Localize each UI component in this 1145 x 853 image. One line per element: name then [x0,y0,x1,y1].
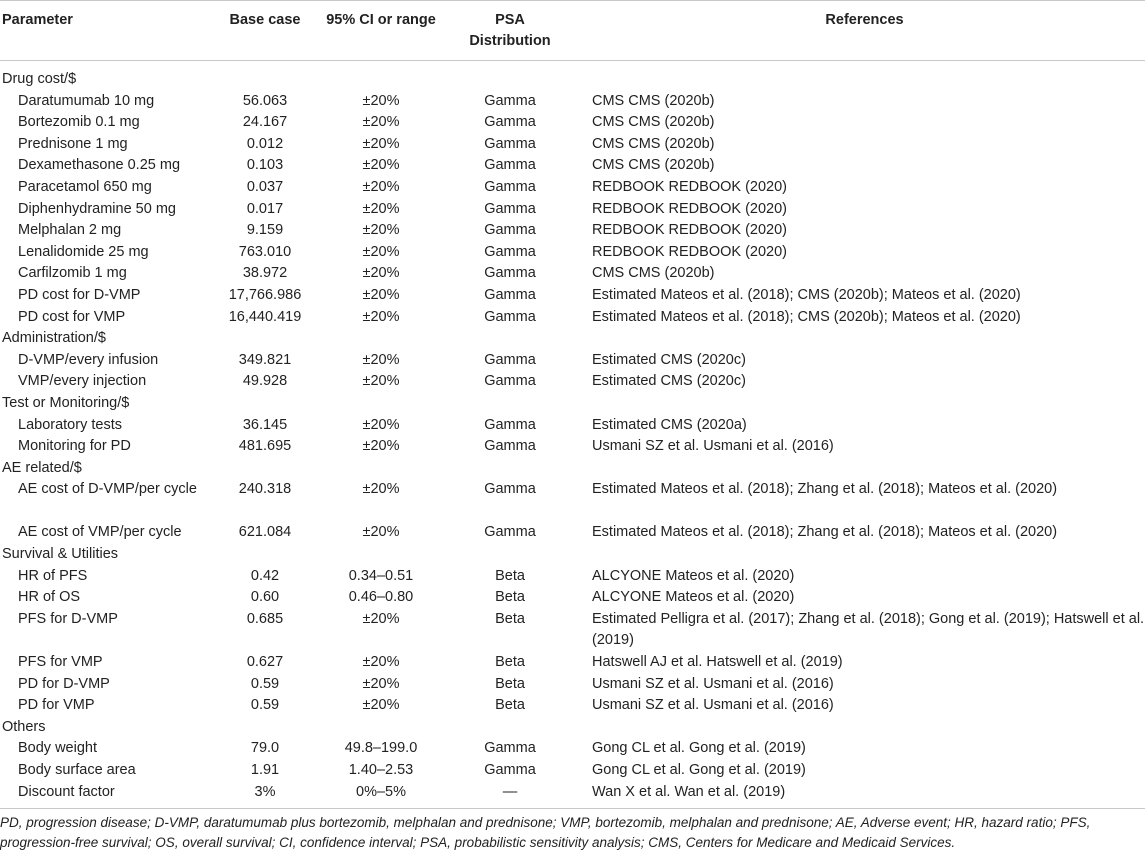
header-ci: 95% CI or range [326,12,436,28]
cell-parameter: Prednisone 1 mg [18,135,128,152]
cell-reference: ALCYONE Mateos et al. (2020) [592,567,795,584]
cell-ci: ±20% [362,416,400,433]
cell-parameter: HR of PFS [18,567,88,584]
cell-parameter: VMP/every injection [18,373,147,390]
cell-reference: CMS CMS (2020b) [592,157,715,174]
cell-base-case: 38.972 [242,265,288,282]
table-row [0,674,1145,696]
cell-base-case: 17,766.986 [228,286,302,303]
cell-ci: ±20% [362,308,400,325]
cell-psa: Gamma [484,265,536,282]
cell-reference: CMS CMS (2020b) [592,114,715,131]
cell-reference: Estimated Mateos et al. (2018); Zhang et al. (2018); Mateos et al. (2020) [592,524,1058,541]
table-row [0,177,1145,199]
cell-parameter: Discount factor [18,783,115,800]
section-label: Administration/$ [2,330,106,347]
cell-base-case: 56.063 [242,92,288,109]
table-row [0,522,1145,544]
cell-psa: Gamma [484,416,536,433]
cell-parameter: Lenalidomide 25 mg [18,243,149,260]
cell-base-case: 49.928 [242,373,288,390]
table-row [0,285,1145,307]
table-row [0,609,1145,652]
cell-psa: Gamma [484,740,536,757]
cell-psa: Gamma [484,762,536,778]
cell-parameter: PFS for D-VMP [18,610,118,627]
cell-ci: ±20% [362,654,400,671]
cell-psa: Gamma [484,243,536,260]
cell-parameter: PD cost for D-VMP [18,286,141,303]
table-row [0,220,1145,242]
cell-base-case: 16,440.419 [228,308,302,325]
cell-base-case: 0.59 [250,697,280,714]
section-row [0,544,1145,566]
table-row [0,242,1145,264]
cell-ci: ±20% [362,610,400,627]
cell-base-case: 621.084 [238,524,292,541]
cell-reference: Estimated CMS (2020c) [592,351,746,368]
cell-reference: Estimated CMS (2020a) [592,416,747,433]
cell-base-case: 1.91 [250,762,280,778]
table-header [0,0,1145,61]
cell-ci: ±20% [362,114,400,131]
cell-base-case: 0.037 [246,178,284,195]
table-row [0,350,1145,372]
cell-ci: 0%–5% [356,783,406,800]
cell-parameter: PD for D-VMP [18,675,110,692]
section-row [0,69,1145,91]
cell-reference: CMS CMS (2020b) [592,265,715,282]
cell-base-case: 349.821 [238,351,292,368]
cell-parameter: Monitoring for PD [18,438,131,455]
cell-reference: REDBOOK REDBOOK (2020) [592,222,787,239]
table-row [0,760,1145,782]
cell-reference: Gong CL et al. Gong et al. (2019) [592,740,806,757]
cell-psa: — [502,783,518,800]
cell-reference: CMS CMS (2020b) [592,135,715,152]
table-footnote: PD, progression disease; D-VMP, daratumumab plus bortezomib, melphalan and prednisone; VMP, bortezomib, melphalan and prednisone; AE, Adverse event; HR, hazard ratio; PFS, progression-free survival; OS, overall survival; CI, confidence interval; PSA, probabilistic sensitivity analysis; CMS, Centers for Medicare and Medicaid Services. [0,808,1145,853]
cell-psa: Beta [495,567,525,584]
header-parameter: Parameter [2,12,73,28]
header-psa-line1: PSA [495,12,525,28]
cell-ci: 49.8–199.0 [344,740,418,757]
cell-base-case: 24.167 [242,114,288,131]
cell-ci: ±20% [362,265,400,282]
cell-psa: Gamma [484,373,536,390]
table-row [0,479,1145,522]
cell-ci: ±20% [362,675,400,692]
cell-reference: REDBOOK REDBOOK (2020) [592,243,787,260]
cell-psa: Gamma [484,351,536,368]
cell-ci: ±20% [362,373,400,390]
cell-base-case: 0.685 [246,610,284,627]
table-row [0,738,1145,760]
cell-reference: Wan X et al. Wan et al. (2019) [592,783,786,800]
cell-base-case: 79.0 [250,740,280,757]
cell-reference: REDBOOK REDBOOK (2020) [592,200,787,217]
cell-ci: ±20% [362,92,400,109]
header-psa [455,10,565,52]
cell-base-case: 9.159 [246,222,284,239]
cell-base-case: 0.627 [246,654,284,671]
cell-reference: Gong CL et al. Gong et al. (2019) [592,762,806,778]
section-row [0,458,1145,480]
cell-parameter: Dexamethasone 0.25 mg [18,157,181,174]
cell-parameter: Melphalan 2 mg [18,222,122,239]
cell-parameter: PD cost for VMP [18,308,126,325]
table-row [0,415,1145,437]
cell-parameter: PFS for VMP [18,654,103,671]
section-row [0,393,1145,415]
cell-base-case: 36.145 [242,416,288,433]
cell-ci: ±20% [362,481,400,498]
cell-psa: Gamma [484,308,536,325]
section-label: Survival & Utilities [2,546,119,563]
cell-psa: Gamma [484,200,536,217]
cell-parameter: D-VMP/every infusion [18,351,159,368]
table-row [0,91,1145,113]
cell-psa: Gamma [484,92,536,109]
cell-reference: CMS CMS (2020b) [592,92,715,109]
table-row [0,155,1145,177]
cell-parameter: Daratumumab 10 mg [18,92,155,109]
cell-parameter: Carfilzomib 1 mg [18,265,127,282]
cell-psa: Gamma [484,438,536,455]
cell-parameter: Body weight [18,740,97,757]
cell-psa: Gamma [484,481,536,498]
cell-psa: Beta [495,589,525,606]
cell-reference: Hatswell AJ et al. Hatswell et al. (2019) [592,654,843,671]
cell-psa: Beta [495,675,525,692]
cell-psa: Gamma [484,157,536,174]
cell-base-case: 0.59 [250,675,280,692]
cell-parameter: Body surface area [18,762,136,778]
cell-ci: ±20% [362,438,400,455]
table-row [0,307,1145,329]
cell-base-case: 0.017 [246,200,284,217]
cell-ci: ±20% [362,200,400,217]
cell-ci: 0.46–0.80 [348,589,414,606]
cell-ci: ±20% [362,243,400,260]
cell-reference: Estimated Mateos et al. (2018); CMS (2020b); Mateos et al. (2020) [592,308,1021,325]
section-label: Drug cost/$ [2,71,77,87]
cell-ci: ±20% [362,351,400,368]
header-base-case: Base case [229,12,301,28]
cell-base-case: 0.012 [246,135,284,152]
cell-ci: ±20% [362,157,400,174]
cell-base-case: 763.010 [238,243,292,260]
table-row [0,371,1145,393]
cell-parameter: PD for VMP [18,697,95,714]
cell-psa: Gamma [484,178,536,195]
cell-ci: ±20% [362,524,400,541]
section-label: Test or Monitoring/$ [2,394,130,411]
cell-reference: Usmani SZ et al. Usmani et al. (2016) [592,438,834,455]
table-row [0,134,1145,156]
cell-base-case: 0.60 [250,589,280,606]
table-row [0,782,1145,804]
table-row [0,436,1145,458]
cell-psa: Gamma [484,286,536,303]
cell-psa: Gamma [484,114,536,131]
cell-psa: Beta [495,610,525,627]
cell-reference: REDBOOK REDBOOK (2020) [592,178,787,195]
header-psa-line2: Distribution [469,33,551,49]
cell-parameter: AE cost of VMP/per cycle [18,524,182,541]
table-row [0,695,1145,717]
cell-ci: ±20% [362,178,400,195]
cell-reference: Estimated CMS (2020c) [592,373,746,390]
cell-ci: ±20% [362,222,400,239]
table-row [0,566,1145,588]
section-label: Others [2,718,46,735]
cell-base-case: 0.103 [246,157,284,174]
section-row [0,328,1145,350]
cell-reference: Estimated Mateos et al. (2018); CMS (2020b); Mateos et al. (2020) [592,286,1021,303]
section-label: AE related/$ [2,459,82,476]
cell-base-case: 3% [254,783,276,800]
cell-base-case: 240.318 [238,481,292,498]
cell-parameter: Bortezomib 0.1 mg [18,114,140,131]
cell-parameter: HR of OS [18,589,81,606]
section-row [0,717,1145,739]
cell-ci: ±20% [362,135,400,152]
cell-base-case: 481.695 [238,438,292,455]
table-row [0,587,1145,609]
cell-parameter: Paracetamol 650 mg [18,178,152,195]
cell-psa: Beta [495,697,525,714]
cell-reference: Estimated Pelligra et al. (2017); Zhang et al. (2018); Gong et al. (2019); Hatswell et al. (2019) [592,610,1145,649]
cell-reference: Usmani SZ et al. Usmani et al. (2016) [592,697,834,714]
cell-base-case: 0.42 [250,567,280,584]
cell-parameter: AE cost of D-VMP/per cycle [18,481,197,498]
cell-ci: ±20% [362,286,400,303]
cell-reference: Usmani SZ et al. Usmani et al. (2016) [592,675,834,692]
cell-reference: ALCYONE Mateos et al. (2020) [592,589,795,606]
table-row [0,263,1145,285]
cell-parameter: Laboratory tests [18,416,122,433]
header-references: References [825,12,904,28]
cell-ci: 0.34–0.51 [348,567,414,584]
table-body [0,61,1145,803]
table-row [0,112,1145,134]
cell-psa: Gamma [484,524,536,541]
cell-psa: Gamma [484,222,536,239]
table-row [0,199,1145,221]
cell-ci: ±20% [362,697,400,714]
cell-psa: Gamma [484,135,536,152]
table-row [0,652,1145,674]
cell-parameter: Diphenhydramine 50 mg [18,200,176,217]
cell-psa: Beta [495,654,525,671]
cell-ci: 1.40–2.53 [348,762,414,778]
cell-reference: Estimated Mateos et al. (2018); Zhang et al. (2018); Mateos et al. (2020) [592,481,1058,498]
